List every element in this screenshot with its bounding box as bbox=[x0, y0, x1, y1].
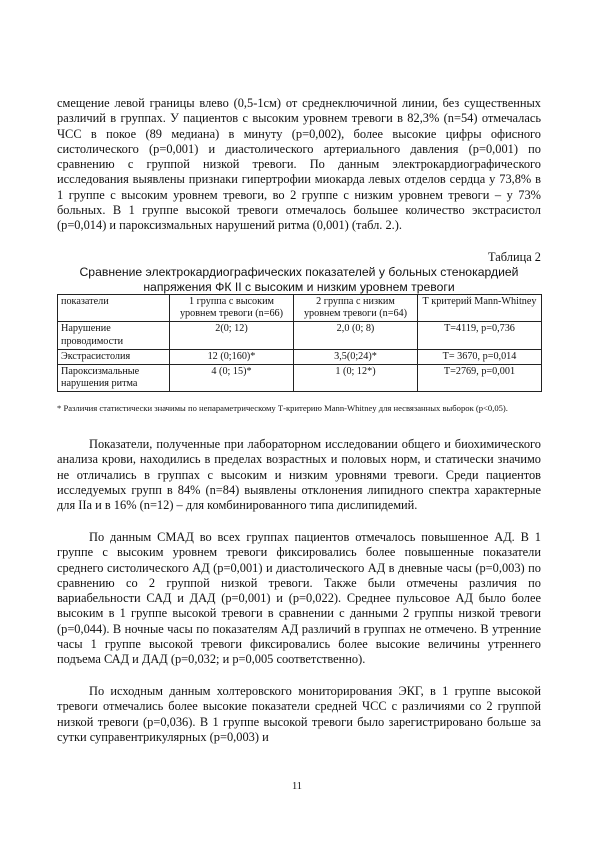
table-cell: Экстрасистолия bbox=[58, 349, 170, 364]
table-header-cell: показатели bbox=[58, 295, 170, 322]
table-cell: Пароксизмальные нарушения ритма bbox=[58, 365, 170, 392]
table-header-row bbox=[58, 295, 542, 322]
table-cell: 2(0; 12) bbox=[170, 322, 294, 349]
page-number: 11 bbox=[291, 781, 303, 792]
paragraph-1: смещение левой границы влево (0,5-1см) от среднеключичной линии, без существенных различий в группах. У пациентов с высоким уровнем тревоги в 82,3% (n=54) отмечалась ЧСС в покое (89 медиана) в минуту (p=0,002), более высокие цифры офисного систолического (p=0,001) и диастолического артериального давления (p=0,001) по сравнению с группой низкой тревоги. По данным электрокардиографического исследования выявлены признаки гипертрофии миокарда левых отделов сердца у 73,8% в 1 группе с высоким уровнем тревоги, во 2 группе с низким уровнем тревоги – у 73% больных. В 1 группе высокой тревоги отмечалось большее количество экстрасистол (p=0,014) и пароксизмальных нарушений ритма (0,001) (табл. 2.). bbox=[57, 96, 541, 233]
table-cell: 12 (0;160)* bbox=[170, 349, 294, 364]
table-row bbox=[58, 349, 542, 364]
paragraph-2: Показатели, полученные при лабораторном исследовании общего и биохимического анализа крови, находились в пределах возрастных и половых норм, и статически значимо не отличались в группах с высоким и низким уровнями тревоги. Среди пациентов исследуемых групп в 84% (n=84) выявлены отклонения липидного спектра характерные для IIa и в 16% (n=12) – для комбинированного типа дислипидемий. bbox=[57, 437, 541, 513]
comparison-table bbox=[57, 294, 542, 392]
table-title: Сравнение электрокардиографических показателей у больных стенокардией напряжения ФК II с высоким и низким уровнем тревоги bbox=[79, 265, 519, 294]
table-cell: 1 (0; 12*) bbox=[294, 365, 418, 392]
table-number: Таблица 2 bbox=[488, 250, 541, 264]
table-header-cell: 1 группа с высоким уровнем тревоги (n=66) bbox=[170, 295, 294, 322]
paragraph-4: По исходным данным холтеровского мониторирования ЭКГ, в 1 группе высокой тревоги отмечались более высокие показатели средней ЧСС с различиями со 2 группой низкой тревоги (p=0,036). В 1 группе высокой тревоги было зарегистрировано больше за сутки суправентрикулярных (p=0,003) и bbox=[57, 684, 541, 744]
table-cell: T=4119, p=0,736 bbox=[418, 322, 542, 349]
table-cell: Нарушение проводимости bbox=[58, 322, 170, 349]
table-header-cell: 2 группа с низким уровнем тревоги (n=64) bbox=[294, 295, 418, 322]
table-row bbox=[58, 322, 542, 349]
table-cell: 2,0 (0; 8) bbox=[294, 322, 418, 349]
table-row bbox=[58, 365, 542, 392]
table-cell: 3,5(0;24)* bbox=[294, 349, 418, 364]
paragraph-3: По данным СМАД во всех группах пациентов отмечалось повышенное АД. В 1 группе с высоким уровнем тревоги фиксировались более повышенные показатели среднего систолического АД (p=0,001) и диастолического АД в дневные часы (p=0,003) по сравнению со 2 группой низкой тревоги. Также были отмечены различия по вариабельности САД и ДАД (p=0,001) и (p=0,022). Среднее пульсовое АД было более высоким в 1 группе высокой тревоги в сравнении с данными 2 группы низкой тревоги (p=0,044). В ночные часы по показателям АД различий в группах не отмечено. В утренние часы 1 группе высокой тревоги фиксировались более высокие величины утреннего подъема САД и ДАД (p=0,032; и p=0,005 соответственно). bbox=[57, 530, 541, 667]
table-cell: 4 (0; 15)* bbox=[170, 365, 294, 392]
table-footnote: * Различия статистически значимы по непараметрическому Т-критерию Mann-Whitney для несвязанных выборок (p<0,05). bbox=[57, 403, 508, 413]
table-cell: T= 3670, p=0,014 bbox=[418, 349, 542, 364]
table-header-cell: Т критерий Mann-Whitney bbox=[418, 295, 542, 322]
table-cell: T=2769, p=0,001 bbox=[418, 365, 542, 392]
